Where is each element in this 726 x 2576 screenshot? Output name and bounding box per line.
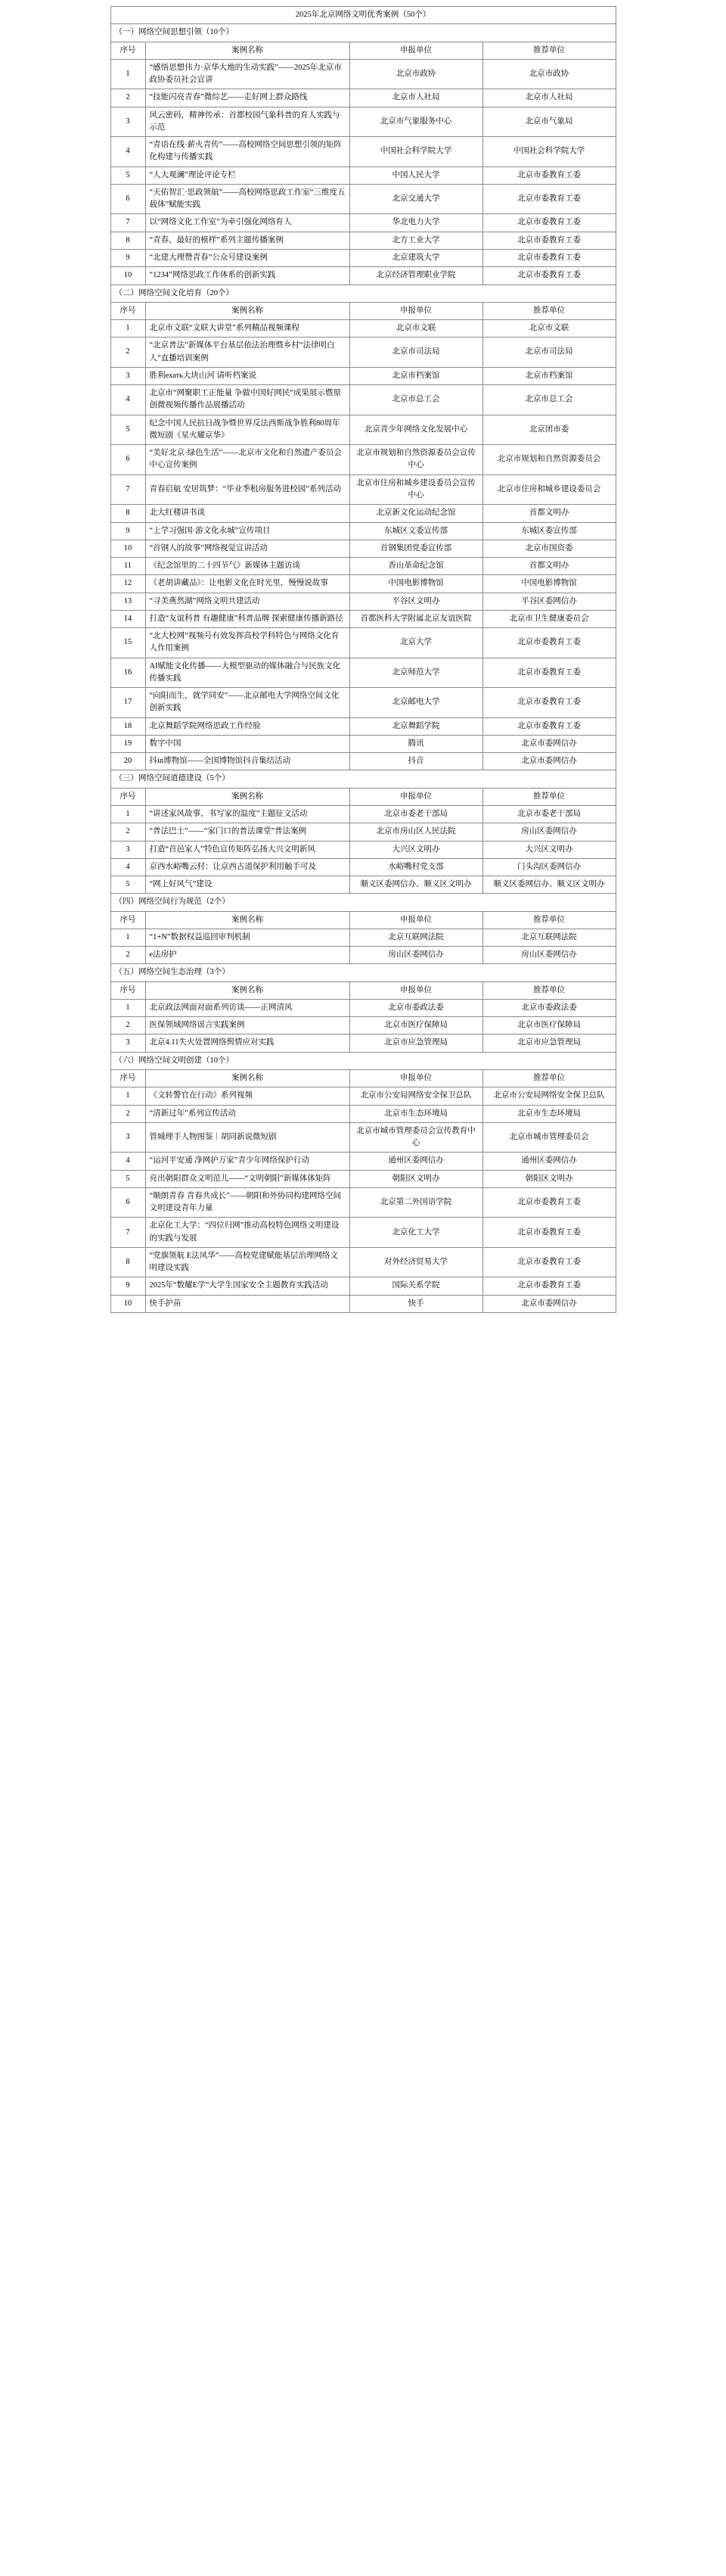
cell-index: 10 — [110, 540, 145, 557]
cell-declaring-unit: 北京市文联 — [349, 320, 482, 338]
cell-case-name: 数字中国 — [145, 735, 349, 752]
table-row — [110, 658, 616, 688]
cell-declaring-unit: 北京市应急管理局 — [349, 1034, 482, 1052]
cell-recommending-unit: 北京市委教育工委 — [482, 166, 616, 184]
cell-recommending-unit: 门头沟区委网信办 — [482, 858, 616, 876]
cell-declaring-unit: 香山革命纪念馆 — [349, 558, 482, 575]
cell-declaring-unit: 北京市城市管理委员会宣传教育中心 — [349, 1122, 482, 1153]
cell-index: 11 — [110, 558, 145, 575]
cell-declaring-unit: 北方工业大学 — [349, 232, 482, 249]
cell-index: 19 — [110, 735, 145, 752]
column-header-declaring-unit: 申报单位 — [349, 302, 482, 319]
column-header-index: 序号 — [110, 911, 145, 929]
cell-declaring-unit: 北京市生态环境局 — [349, 1105, 482, 1122]
cell-recommending-unit: 北京市国资委 — [482, 540, 616, 557]
cell-case-name: e法房护 — [145, 947, 349, 964]
cell-declaring-unit: 北京市住房和城乡建设委员会宣传中心 — [349, 474, 482, 505]
cell-declaring-unit: 首都医科大学附属北京友谊医院 — [349, 610, 482, 627]
cell-recommending-unit: 中国电影博物馆 — [482, 575, 616, 593]
table-row — [110, 929, 616, 946]
cell-case-name: “北建大理赞青春”公众号建设案例 — [145, 249, 349, 266]
column-header-row — [110, 302, 616, 319]
table-row — [110, 717, 616, 735]
table-row — [110, 445, 616, 475]
cell-declaring-unit: 北京市公安局网络安全保卫总队 — [349, 1087, 482, 1105]
table-row — [110, 540, 616, 557]
cell-index: 4 — [110, 385, 145, 415]
cell-case-name: “北京普法”新媒体平台基层依法治理暨乡村“法律明白人”直播培训案例 — [145, 338, 349, 368]
cell-case-name: “顺朗青春 青春共成长”——朝阳和外协同构建网络空间文明建设青年力量 — [145, 1187, 349, 1218]
cell-declaring-unit: 北京市房山区人民法院 — [349, 823, 482, 841]
cell-declaring-unit: 北京市档案馆 — [349, 367, 482, 384]
cell-case-name: “寻美燕然湖”网络文明共建活动 — [145, 593, 349, 610]
column-header-row — [110, 42, 616, 59]
column-header-recommending-unit: 推荐单位 — [482, 982, 616, 999]
cell-index: 1 — [110, 999, 145, 1016]
cell-declaring-unit: 腾讯 — [349, 735, 482, 752]
cell-declaring-unit: 水峪嘴村党支部 — [349, 858, 482, 876]
table-row — [110, 593, 616, 610]
table-row — [110, 89, 616, 107]
column-header-case-name: 案例名称 — [145, 1070, 349, 1087]
cell-declaring-unit: 北京市委老干部局 — [349, 806, 482, 823]
table-row — [110, 688, 616, 718]
cell-case-name: “美好北京·绿色生活”——北京市文化和自然遗产委员会中心宣传案例 — [145, 445, 349, 475]
cell-index: 3 — [110, 1034, 145, 1052]
cell-declaring-unit: 房山区委网信办 — [349, 947, 482, 964]
cell-case-name: 风云密码，精神传承：首都校园气象科普的育人实践与示范 — [145, 107, 349, 137]
cell-index: 5 — [110, 415, 145, 445]
cell-index: 4 — [110, 858, 145, 876]
column-header-case-name: 案例名称 — [145, 788, 349, 805]
section-heading-row — [110, 24, 616, 42]
cell-index: 6 — [110, 445, 145, 475]
section-heading: （一）网络空间思想引领（10个） — [110, 24, 616, 42]
cell-recommending-unit: 北京市委教育工委 — [482, 1218, 616, 1248]
cell-index: 7 — [110, 474, 145, 505]
cell-case-name: 胜利ехать大块山河 请听档案说 — [145, 367, 349, 384]
cell-recommending-unit: 北京市总工会 — [482, 385, 616, 415]
column-header-recommending-unit: 推荐单位 — [482, 302, 616, 319]
cell-declaring-unit: 北京互联网法院 — [349, 929, 482, 946]
cell-case-name: “1234”网络思政工作体系的创新实践 — [145, 267, 349, 285]
table-row — [110, 1295, 616, 1312]
cell-case-name: AI赋能文化传播——大模型驱动的媒体融合与民族文化传播实践 — [145, 658, 349, 688]
cell-recommending-unit: 北京市政协 — [482, 59, 616, 89]
cell-declaring-unit: 北京经济管理职业学院 — [349, 267, 482, 285]
table-row — [110, 249, 616, 266]
cell-recommending-unit: 北京市委教育工委 — [482, 717, 616, 735]
cell-case-name: 抖in博物馆——全国博物馆抖音集结活动 — [145, 753, 349, 770]
cell-case-name: “感悟思想伟力·京华大地的生动实践”——2025年北京市政协委员社会宣讲 — [145, 59, 349, 89]
table-row — [110, 841, 616, 858]
cell-recommending-unit: 房山区委网信办 — [482, 823, 616, 841]
section-heading-row — [110, 770, 616, 788]
cell-declaring-unit: 抖音 — [349, 753, 482, 770]
cell-index: 6 — [110, 1187, 145, 1218]
document-title: 2025年北京网络文明优秀案例（50个） — [110, 7, 616, 24]
table-row — [110, 107, 616, 137]
cell-recommending-unit: 中国社会科学院大学 — [482, 137, 616, 167]
cell-index: 3 — [110, 1122, 145, 1153]
column-header-case-name: 案例名称 — [145, 42, 349, 59]
cell-recommending-unit: 北京市司法局 — [482, 338, 616, 368]
cell-index: 17 — [110, 688, 145, 718]
column-header-row — [110, 982, 616, 999]
cell-index: 9 — [110, 522, 145, 540]
cases-table — [110, 6, 616, 1313]
cell-case-name: “运河平安通 净网护万家”青少年网络保护行动 — [145, 1153, 349, 1170]
table-row — [110, 735, 616, 752]
cell-declaring-unit: 北京化工大学 — [349, 1218, 482, 1248]
column-header-index: 序号 — [110, 42, 145, 59]
column-header-declaring-unit: 申报单位 — [349, 982, 482, 999]
cell-case-name: 快手护苗 — [145, 1295, 349, 1312]
cell-declaring-unit: 中国人民大学 — [349, 166, 482, 184]
cell-case-name: 《文转警官在行动》系列视频 — [145, 1087, 349, 1105]
cell-recommending-unit: 平谷区委网信办 — [482, 593, 616, 610]
column-header-index: 序号 — [110, 982, 145, 999]
cell-recommending-unit: 北京市规划和自然资源委员会 — [482, 445, 616, 475]
column-header-declaring-unit: 申报单位 — [349, 42, 482, 59]
table-row — [110, 806, 616, 823]
cell-recommending-unit: 北京市委教育工委 — [482, 688, 616, 718]
table-row — [110, 338, 616, 368]
table-row — [110, 59, 616, 89]
column-header-recommending-unit: 推荐单位 — [482, 1070, 616, 1087]
table-row — [110, 1105, 616, 1122]
table-row — [110, 385, 616, 415]
table-row — [110, 166, 616, 184]
table-row — [110, 415, 616, 445]
cell-recommending-unit: 北京市委教育工委 — [482, 1247, 616, 1277]
cell-declaring-unit: 对外经济贸易大学 — [349, 1247, 482, 1277]
cell-declaring-unit: 顺义区委网信办、顺义区文明办 — [349, 876, 482, 894]
table-row — [110, 628, 616, 658]
table-row — [110, 610, 616, 627]
cell-index: 15 — [110, 628, 145, 658]
cell-case-name: 北京市文联“文联大讲堂”系列精品视频课程 — [145, 320, 349, 338]
cell-case-name: 亮出朝阳群众文明范儿——“文明朝阳”新媒体体矩阵 — [145, 1170, 349, 1187]
table-row — [110, 1170, 616, 1187]
table-row — [110, 1087, 616, 1105]
column-header-case-name: 案例名称 — [145, 911, 349, 929]
section-heading: （六）网络空间文明创建（10个） — [110, 1052, 616, 1069]
cell-case-name: “首钢人的故事”网络视觉宣讲活动 — [145, 540, 349, 557]
cell-index: 2 — [110, 1017, 145, 1034]
cell-recommending-unit: 房山区委网信办 — [482, 947, 616, 964]
cell-case-name: 管城理手人物图鉴｜胡同新说微短剧 — [145, 1122, 349, 1153]
title-row — [110, 7, 616, 24]
column-header-declaring-unit: 申报单位 — [349, 1070, 482, 1087]
section-heading-row — [110, 964, 616, 982]
cell-recommending-unit: 北京市应急管理局 — [482, 1034, 616, 1052]
cell-recommending-unit: 北京市委政法委 — [482, 999, 616, 1016]
cell-recommending-unit: 北京市档案馆 — [482, 367, 616, 384]
cell-case-name: 北京舞蹈学院网络思政工作经验 — [145, 717, 349, 735]
section-heading: （三）网络空间道德建设（5个） — [110, 770, 616, 788]
cell-recommending-unit: 北京市文联 — [482, 320, 616, 338]
table-body — [110, 7, 616, 1313]
cell-case-name: “向阳而生，就学同安”——北京邮电大学网络空间文化创新实践 — [145, 688, 349, 718]
cell-recommending-unit: 北京市委教育工委 — [482, 628, 616, 658]
cell-case-name: 京西水峪嘴云村：让京西古道保护利用触手可及 — [145, 858, 349, 876]
table-row — [110, 474, 616, 505]
cell-declaring-unit: 快手 — [349, 1295, 482, 1312]
column-header-row — [110, 1070, 616, 1087]
cell-index: 10 — [110, 1295, 145, 1312]
column-header-case-name: 案例名称 — [145, 302, 349, 319]
cell-declaring-unit: 北京交通大学 — [349, 184, 482, 214]
table-row — [110, 1218, 616, 1248]
table-row — [110, 876, 616, 894]
cell-recommending-unit: 朝阳区文明办 — [482, 1170, 616, 1187]
cell-index: 14 — [110, 610, 145, 627]
cell-index: 9 — [110, 1277, 145, 1295]
cell-index: 8 — [110, 505, 145, 522]
table-row — [110, 1187, 616, 1218]
column-header-row — [110, 788, 616, 805]
cell-index: 7 — [110, 214, 145, 232]
cell-declaring-unit: 北京市司法局 — [349, 338, 482, 368]
cell-declaring-unit: 中国社会科学院大学 — [349, 137, 482, 167]
cell-declaring-unit: 北京舞蹈学院 — [349, 717, 482, 735]
section-heading: （二）网络空间文化培育（20个） — [110, 285, 616, 302]
table-row — [110, 267, 616, 285]
cell-recommending-unit: 首都文明办 — [482, 505, 616, 522]
column-header-declaring-unit: 申报单位 — [349, 788, 482, 805]
table-row — [110, 1247, 616, 1277]
section-heading-row — [110, 285, 616, 302]
cell-index: 8 — [110, 232, 145, 249]
cell-index: 1 — [110, 320, 145, 338]
section-heading-row — [110, 1052, 616, 1069]
cell-declaring-unit: 北京市政协 — [349, 59, 482, 89]
cell-declaring-unit: 平谷区文明办 — [349, 593, 482, 610]
cell-index: 5 — [110, 876, 145, 894]
cell-index: 3 — [110, 107, 145, 137]
cell-recommending-unit: 北京市人社局 — [482, 89, 616, 107]
cell-declaring-unit: 北京青少年网络文化发展中心 — [349, 415, 482, 445]
table-row — [110, 558, 616, 575]
cell-index: 1 — [110, 59, 145, 89]
cell-declaring-unit: 通州区委网信办 — [349, 1153, 482, 1170]
cell-recommending-unit: 北京市城市管理委员会 — [482, 1122, 616, 1153]
cell-index: 7 — [110, 1218, 145, 1248]
cell-case-name: “网上好风气”建设 — [145, 876, 349, 894]
cell-index: 12 — [110, 575, 145, 593]
cell-recommending-unit: 北京市委教育工委 — [482, 1187, 616, 1218]
cell-case-name: 北京4.11失火处置网络舆情应对实践 — [145, 1034, 349, 1052]
cell-case-name: 打造“首邑家人”特色宣传矩阵弘扬大兴文明新风 — [145, 841, 349, 858]
cell-case-name: 《纪念馆里的二十四节气》新媒体主题访谈 — [145, 558, 349, 575]
cell-case-name: 2025年“数耀E学”大学生国家安全主题教育实践活动 — [145, 1277, 349, 1295]
table-row — [110, 184, 616, 214]
cell-declaring-unit: 北京市规划和自然资源委员会宣传中心 — [349, 445, 482, 475]
cell-case-name: “清新过年”系列宣传活动 — [145, 1105, 349, 1122]
cell-case-name: “1+N”数据权益巡回审判机制 — [145, 929, 349, 946]
cell-case-name: “青语在线·薪火青传”——高校网络空间思想引领的矩阵化构建与传播实践 — [145, 137, 349, 167]
cell-index: 2 — [110, 947, 145, 964]
cell-declaring-unit: 北京第二外国语学院 — [349, 1187, 482, 1218]
column-header-recommending-unit: 推荐单位 — [482, 42, 616, 59]
cell-declaring-unit: 北京市人社局 — [349, 89, 482, 107]
cell-recommending-unit: 北京市住房和城乡建设委员会 — [482, 474, 616, 505]
table-row — [110, 575, 616, 593]
cell-declaring-unit: 朝阳区文明办 — [349, 1170, 482, 1187]
cell-index: 9 — [110, 249, 145, 266]
cell-declaring-unit: 北京建筑大学 — [349, 249, 482, 266]
cell-recommending-unit: 北京市委教育工委 — [482, 658, 616, 688]
column-header-recommending-unit: 推荐单位 — [482, 788, 616, 805]
cell-declaring-unit: 北京市委政法委 — [349, 999, 482, 1016]
table-row — [110, 1017, 616, 1034]
table-row — [110, 1153, 616, 1170]
cell-index: 4 — [110, 1153, 145, 1170]
cell-index: 1 — [110, 806, 145, 823]
table-row — [110, 367, 616, 384]
cell-recommending-unit: 北京市医疗保障局 — [482, 1017, 616, 1034]
cell-case-name: 以“网络文化工作室”为牵引强化网络育人 — [145, 214, 349, 232]
cell-case-name: “普法巴士”——“家门口的普法课堂”普法案例 — [145, 823, 349, 841]
cell-case-name: 北京政法网面对面系列访谈——正网清风 — [145, 999, 349, 1016]
cell-case-name: “人大观澜”理论评论专栏 — [145, 166, 349, 184]
cell-recommending-unit: 北京市卫生健康委员会 — [482, 610, 616, 627]
table-row — [110, 1277, 616, 1295]
cell-declaring-unit: 华北电力大学 — [349, 214, 482, 232]
cell-declaring-unit: 北京邮电大学 — [349, 688, 482, 718]
cell-recommending-unit: 大兴区文明办 — [482, 841, 616, 858]
column-header-recommending-unit: 推荐单位 — [482, 911, 616, 929]
table-row — [110, 1122, 616, 1153]
cell-recommending-unit: 北京市生态环境局 — [482, 1105, 616, 1122]
cell-recommending-unit: 北京市委教育工委 — [482, 214, 616, 232]
cell-case-name: “北大校网”视频号有效发挥高校学科特色与网络文化育人作用案例 — [145, 628, 349, 658]
cell-declaring-unit: 北京市总工会 — [349, 385, 482, 415]
cell-recommending-unit: 北京市委老干部局 — [482, 806, 616, 823]
table-row — [110, 214, 616, 232]
column-header-case-name: 案例名称 — [145, 982, 349, 999]
cell-declaring-unit: 大兴区文明办 — [349, 841, 482, 858]
cell-recommending-unit: 北京市委网信办 — [482, 753, 616, 770]
cell-index: 6 — [110, 184, 145, 214]
cell-index: 5 — [110, 166, 145, 184]
cell-index: 16 — [110, 658, 145, 688]
column-header-row — [110, 911, 616, 929]
cell-case-name: “青春，最好的模样”系列主题传播案例 — [145, 232, 349, 249]
cell-case-name: 北京化工大学：“四位归网”推动高校特色网络文明建设的实践与发展 — [145, 1218, 349, 1248]
cell-recommending-unit: 北京团市委 — [482, 415, 616, 445]
cell-case-name: 纪念中国人民抗日战争暨世界反法西斯战争胜利80周年微短剧《星火耀京华》 — [145, 415, 349, 445]
cell-recommending-unit: 北京市委网信办 — [482, 1295, 616, 1312]
cell-index: 8 — [110, 1247, 145, 1277]
cell-index: 13 — [110, 593, 145, 610]
cell-recommending-unit: 北京市委教育工委 — [482, 184, 616, 214]
cell-declaring-unit: 首钢集团党委宣传部 — [349, 540, 482, 557]
section-heading: （四）网络空间行为规范（2个） — [110, 894, 616, 911]
cell-case-name: “技能闪亮青春”微综艺——走好网上群众路线 — [145, 89, 349, 107]
section-heading: （五）网络空间生态治理（3个） — [110, 964, 616, 982]
table-row — [110, 858, 616, 876]
cell-declaring-unit: 北京市气象服务中心 — [349, 107, 482, 137]
cell-index: 2 — [110, 338, 145, 368]
cell-recommending-unit: 北京市委网信办 — [482, 735, 616, 752]
cell-recommending-unit: 北京市气象局 — [482, 107, 616, 137]
cell-recommending-unit: 通州区委网信办 — [482, 1153, 616, 1170]
cell-case-name: 打造“友谊科普 有趣健康”科普品牌 探索健康传播新路径 — [145, 610, 349, 627]
table-row — [110, 1034, 616, 1052]
cell-declaring-unit: 北京市医疗保障局 — [349, 1017, 482, 1034]
cell-case-name: 《老胡讲藏品》：让电影文化在时光里，慢慢说故事 — [145, 575, 349, 593]
cell-index: 10 — [110, 267, 145, 285]
cell-case-name: 青春启航 安居筑梦：“毕业季租房服务进校园”系列活动 — [145, 474, 349, 505]
cell-declaring-unit: 中国电影博物馆 — [349, 575, 482, 593]
cell-index: 3 — [110, 367, 145, 384]
cell-declaring-unit: 北京大学 — [349, 628, 482, 658]
cell-recommending-unit: 北京市委教育工委 — [482, 267, 616, 285]
table-row — [110, 320, 616, 338]
cell-recommending-unit: 首都文明办 — [482, 558, 616, 575]
table-row — [110, 823, 616, 841]
table-row — [110, 522, 616, 540]
cell-recommending-unit: 北京市委教育工委 — [482, 1277, 616, 1295]
cell-declaring-unit: 北京师范大学 — [349, 658, 482, 688]
cell-index: 1 — [110, 1087, 145, 1105]
cell-declaring-unit: 东城区文委宣传部 — [349, 522, 482, 540]
table-row — [110, 999, 616, 1016]
cell-case-name: “党旗领航 E法风华”——高校党建赋能基层治理网络文明建设实践 — [145, 1247, 349, 1277]
cell-index: 3 — [110, 841, 145, 858]
table-row — [110, 947, 616, 964]
cell-case-name: “天佑智汇·思政领航”——高校网络思政工作室“三维度五载体”赋能实践 — [145, 184, 349, 214]
table-row — [110, 137, 616, 167]
column-header-index: 序号 — [110, 788, 145, 805]
cell-index: 1 — [110, 929, 145, 946]
cell-index: 2 — [110, 1105, 145, 1122]
cell-index: 18 — [110, 717, 145, 735]
cell-case-name: “讲述家风故事、书写家的温度”主题征文活动 — [145, 806, 349, 823]
cell-recommending-unit: 北京互联网法院 — [482, 929, 616, 946]
table-row — [110, 232, 616, 249]
cell-index: 4 — [110, 137, 145, 167]
cell-index: 2 — [110, 823, 145, 841]
column-header-declaring-unit: 申报单位 — [349, 911, 482, 929]
cell-recommending-unit: 东城区委宣传部 — [482, 522, 616, 540]
column-header-index: 序号 — [110, 302, 145, 319]
section-heading-row — [110, 894, 616, 911]
column-header-index: 序号 — [110, 1070, 145, 1087]
cell-case-name: 医保领域网络谣言实践案例 — [145, 1017, 349, 1034]
table-row — [110, 505, 616, 522]
cell-index: 5 — [110, 1170, 145, 1187]
cell-declaring-unit: 国际关系学院 — [349, 1277, 482, 1295]
cell-case-name: 北大红楼讲书谈 — [145, 505, 349, 522]
cell-case-name: “上学习强国·游文化永城”宣传项目 — [145, 522, 349, 540]
cell-declaring-unit: 北京新文化运动纪念馆 — [349, 505, 482, 522]
cell-recommending-unit: 北京市委教育工委 — [482, 232, 616, 249]
cell-recommending-unit: 北京市公安局网络安全保卫总队 — [482, 1087, 616, 1105]
table-row — [110, 753, 616, 770]
cell-index: 2 — [110, 89, 145, 107]
cell-recommending-unit: 顺义区委网信办、顺义区文明办 — [482, 876, 616, 894]
cell-recommending-unit: 北京市委教育工委 — [482, 249, 616, 266]
cell-case-name: 北京市“网聚职工正能量 争做中国好网民”成果展示暨原创微视频传播作品展播活动 — [145, 385, 349, 415]
cell-index: 20 — [110, 753, 145, 770]
